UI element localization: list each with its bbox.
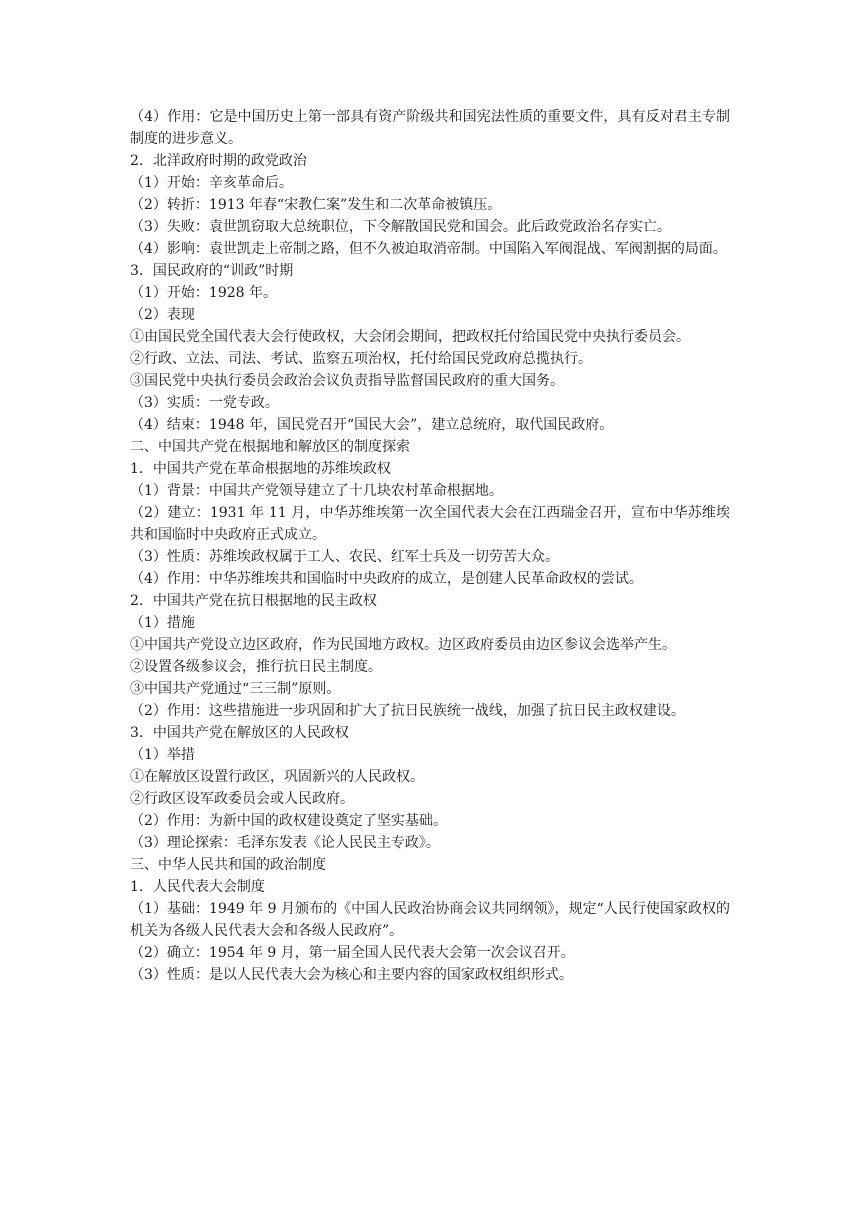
text-line: ②行政、立法、司法、考试、监察五项治权，托付给国民党政府总揽执行。 [130,351,592,367]
text-line: （3）理论探索：毛泽东发表《论人民民主专政》。 [130,835,440,851]
text-line: 三、中华人民共和国的政治制度 [130,857,326,873]
text-line: （4）作用：它是中国历史上第一部具有资产阶级共和国宪法性质的重要文件，具有反对君主专制制度的进步意义。 [130,109,730,147]
text-line: ③中国共产党通过“三三制”原则。 [130,681,341,697]
text-line: （1）基础：1949 年 9 月颁布的《中国人民政治协商会议共同纲领》，规定“人民行使国家政权的机关为各级人民代表大会和各级人民政府”。 [130,901,730,939]
text-line: ③国民党中央执行委员会政治会议负责指导监督国民政府的重大国务。 [130,373,564,389]
text-line: ②设置各级参议会，推行抗日民主制度。 [130,659,382,675]
text-line: 2．中国共产党在抗日根据地的民主政权 [130,593,377,609]
text-line: （3）实质：一党专政。 [130,395,279,411]
text-line: 3．国民政府的“训政”时期 [130,263,294,279]
text-line: 1．人民代表大会制度 [130,879,265,895]
text-line: 3．中国共产党在解放区的人民政权 [130,725,349,741]
text-line: （2）作用：这些措施进一步巩固和扩大了抗日民族统一战线，加强了抗日民主政权建设。 [130,703,685,719]
text-line: （1）开始：1928 年。 [130,285,277,301]
text-line: （3）失败：袁世凯窃取大总统职位，下令解散国民党和国会。此后政党政治名存实亡。 [130,219,671,235]
text-line: （2）建立：1931 年 11 月，中华苏维埃第一次全国代表大会在江西瑞金召开，宣布中华苏维埃共和国临时中央政府正式成立。 [130,505,730,543]
text-line: （1）背景：中国共产党领导建立了十几块农村革命根据地。 [130,483,503,499]
text-line: （4）结束：1948 年，国民党召开“国民大会”，建立总统府，取代国民政府。 [130,417,614,433]
text-line: （4）影响：袁世凯走上帝制之路，但不久被迫取消帝制。中国陷入军阀混战、军阀割据的局面。 [130,241,727,257]
text-line: 二、中国共产党在根据地和解放区的制度探索 [130,439,410,455]
text-line: （2）作用：为新中国的政权建设奠定了坚实基础。 [130,813,447,829]
text-line: （2）转折：1913 年春“宋教仁案”发生和二次革命被镇压。 [130,197,502,213]
text-line: （2）确立：1954 年 9 月，第一届全国人民代表大会第一次会议召开。 [130,945,575,961]
text-line: （1）开始：辛亥革命后。 [130,175,293,191]
text-line: 2．北洋政府时期的政党政治 [130,153,307,169]
text-line: （4）作用：中华苏维埃共和国临时中央政府的成立，是创建人民革命政权的尝试。 [130,571,643,587]
text-line: ①由国民党全国代表大会行使政权，大会闭会期间，把政权托付给国民党中央执行委员会。 [130,329,690,345]
text-line: 1．中国共产党在革命根据地的苏维埃政权 [130,461,391,477]
document-body [130,106,730,986]
text-line: （1）举措 [130,747,195,763]
text-line: （3）性质：是以人民代表大会为核心和主要内容的国家政权组织形式。 [130,967,573,983]
text-line: （1）措施 [130,615,195,631]
text-line: ①中国共产党设立边区政府，作为民国地方政权。边区政府委员由边区参议会选举产生。 [130,637,676,653]
text-line: （2）表现 [130,307,195,323]
text-line: （3）性质：苏维埃政权属于工人、农民、红军士兵及一切劳苦大众。 [130,549,559,565]
text-line: ②行政区设军政委员会或人民政府。 [130,791,354,807]
text-line: ①在解放区设置行政区，巩固新兴的人民政权。 [130,769,424,785]
